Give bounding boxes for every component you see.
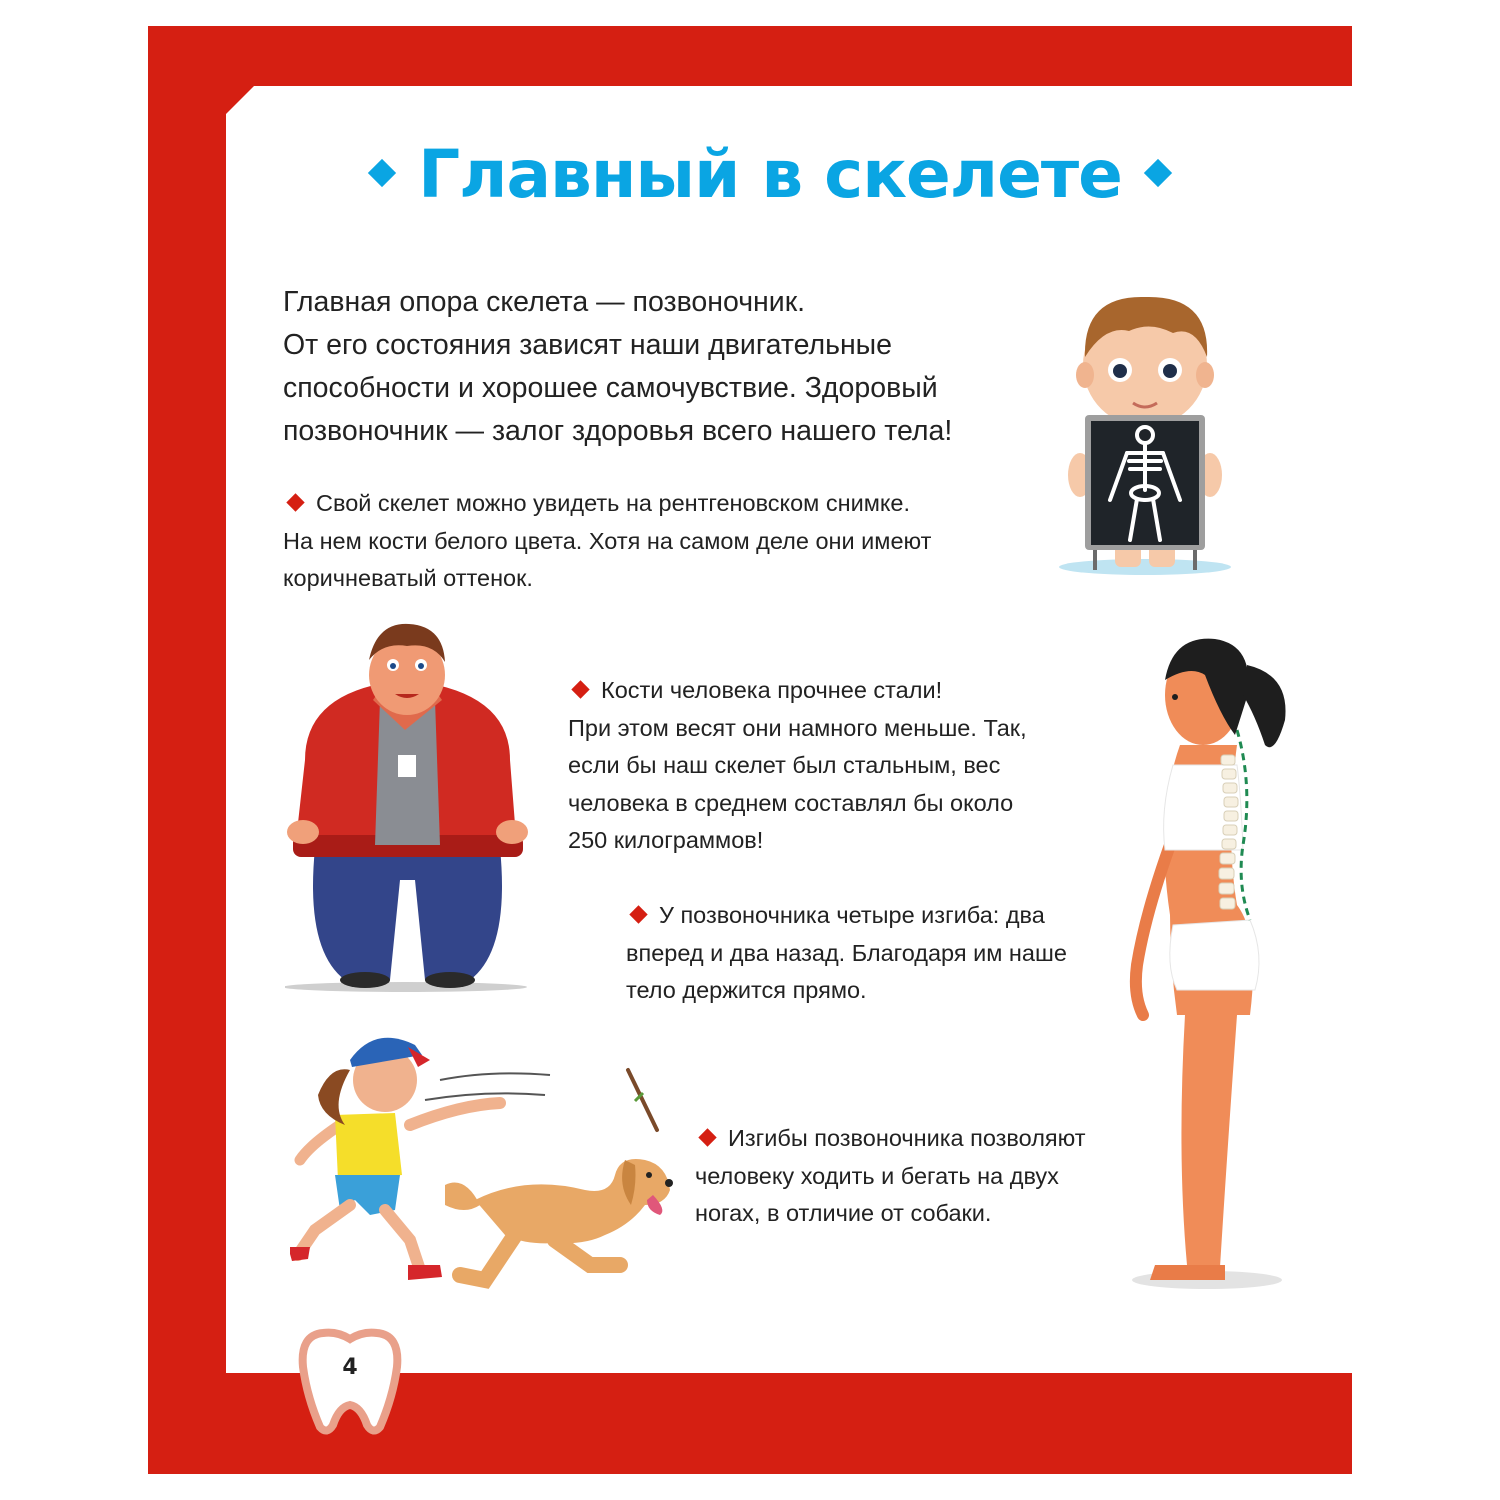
fact-xray [283, 485, 1073, 598]
fact-line: На нем кости белого цвета. Хотя на самом деле они имеют [283, 527, 932, 554]
red-diamond-bullet-icon [571, 680, 589, 698]
title-text: Главный в скелете [418, 136, 1122, 213]
fact-line: тело держится прямо. [626, 977, 867, 1003]
title-diamond-left-icon [368, 159, 396, 187]
fact-line: вперед и два назад. Благодаря им наше [626, 939, 1067, 966]
intro-line: способности и хорошее самочувствие. Здоровый [283, 372, 938, 404]
intro-line: Главная опора скелета — позвоночник. [283, 286, 806, 318]
intro-paragraph [283, 281, 1063, 453]
fact-line: Кости человека прочнее стали! [601, 677, 943, 703]
red-diamond-bullet-icon [698, 1128, 716, 1146]
fact-line: При этом весят они намного меньше. Так, [568, 714, 1027, 741]
fact-line: человеку ходить и бегать на двух [695, 1162, 1059, 1189]
woman-spine-profile-illustration [1125, 635, 1290, 1295]
page-title [0, 136, 1500, 213]
fact-line: 250 килограммов! [568, 827, 764, 853]
fact-bone-strength [568, 672, 1128, 860]
red-diamond-bullet-icon [286, 493, 304, 511]
running-dog-illustration [435, 1065, 680, 1305]
fact-line: ногах, в отличие от собаки. [695, 1200, 992, 1226]
tooth-page-badge-icon [295, 1327, 405, 1437]
fact-line: если бы наш скелет был стальным, вес [568, 752, 1001, 778]
fact-line: Свой скелет можно увидеть на рентгеновском снимке. [316, 490, 911, 516]
large-man-red-jacket-illustration [285, 620, 530, 995]
boy-xray-illustration [1055, 285, 1235, 580]
title-diamond-right-icon [1144, 159, 1172, 187]
page-number: 4 [342, 1355, 358, 1380]
fact-line: Изгибы позвоночника позволяют [728, 1125, 1086, 1151]
fact-line: коричневатый оттенок. [283, 565, 533, 591]
fact-spine-curves [626, 897, 1156, 1010]
fact-line: человека в среднем составлял бы около [568, 789, 1014, 816]
intro-line: От его состояния зависят наши двигательные [283, 329, 893, 361]
red-diamond-bullet-icon [629, 905, 647, 923]
page-number-badge [295, 1327, 405, 1437]
intro-line: позвоночник — залог здоровья всего нашего тела! [283, 415, 953, 447]
fact-line: У позвоночника четыре изгиба: два [659, 902, 1045, 928]
fact-walking [695, 1120, 1165, 1233]
